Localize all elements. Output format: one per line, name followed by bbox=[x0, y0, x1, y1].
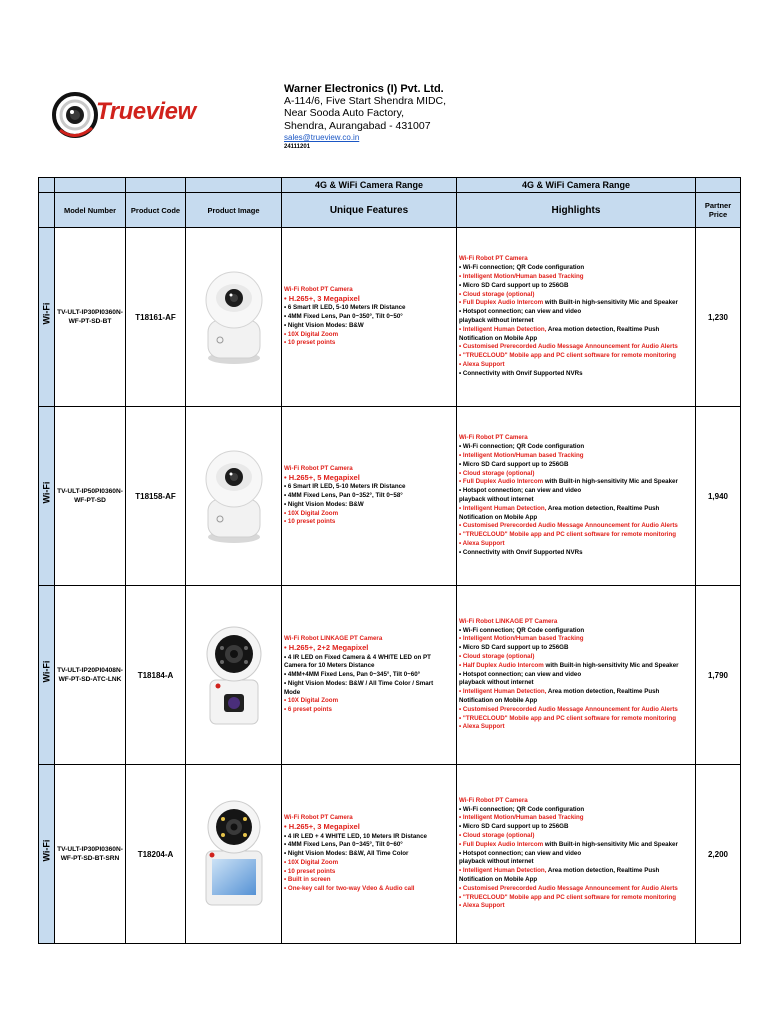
feature-line bbox=[459, 505, 693, 514]
category-label: Wi-Fi bbox=[41, 481, 52, 504]
feature-text: Notification on Mobile App bbox=[459, 875, 538, 883]
feature-line bbox=[459, 255, 693, 264]
feature-line bbox=[284, 823, 454, 833]
feature-text: • Wi-Fi connection; QR Code configuration bbox=[459, 805, 585, 813]
feature-line bbox=[459, 841, 693, 850]
partner-price: 1,940 bbox=[696, 407, 741, 586]
address-line: Shendra, Aurangabad - 431007 bbox=[284, 119, 431, 132]
table-row bbox=[39, 228, 741, 407]
feature-line bbox=[284, 841, 454, 850]
category-cell bbox=[39, 586, 55, 765]
feature-text: • Micro SD Card support up to 256GB bbox=[459, 281, 569, 289]
feature-text: • Cloud storage (optional) bbox=[459, 469, 535, 477]
feature-text: • 6 Smart IR LED, 5-10 Meters IR Distance bbox=[284, 304, 406, 312]
col-model-header: Model Number bbox=[55, 193, 126, 228]
feature-text-rest: with Built-in high-sensitivity Mic and Speaker bbox=[543, 840, 678, 848]
feature-line bbox=[284, 868, 454, 877]
feature-text: • Night Vision Modes: B&W bbox=[284, 500, 364, 508]
feature-text: • Connectivity with Onvif Supported NVRs bbox=[459, 548, 583, 556]
feature-text: • "TRUECLOUD" Mobile app and PC client software for remote monitoring bbox=[459, 893, 677, 901]
feature-line bbox=[284, 833, 454, 842]
feature-text: • H.265+, 3 Megapixel bbox=[284, 822, 360, 831]
feature-text: • H.265+, 5 Megapixel bbox=[284, 473, 360, 482]
feature-line bbox=[284, 465, 454, 474]
feature-text: • Customised Prerecorded Audio Message Announcement for Audio Alerts bbox=[459, 705, 678, 713]
email-link[interactable]: sales@trueview.co.in bbox=[284, 132, 360, 142]
feature-text: • Connectivity with Onvif Supported NVRs bbox=[459, 369, 583, 377]
col-features-header: Unique Features bbox=[282, 193, 457, 228]
feature-text: • Intelligent Motion/Human based Tracking bbox=[459, 635, 584, 643]
feature-text: • Alexa Support bbox=[459, 723, 505, 731]
feature-line bbox=[459, 902, 693, 911]
feature-line bbox=[284, 492, 454, 501]
feature-text: • Night Vision Modes: B&W, All Time Color bbox=[284, 850, 409, 858]
feature-line bbox=[284, 313, 454, 322]
feature-line bbox=[284, 671, 454, 680]
product-image-cell bbox=[186, 407, 282, 586]
feature-text: • 10X Digital Zoom bbox=[284, 509, 339, 517]
column-header-row bbox=[39, 193, 741, 228]
feature-text: • Alexa Support bbox=[459, 539, 505, 547]
col-code-header: Product Code bbox=[126, 193, 186, 228]
feature-text: • 4 IR LED + 4 WHITE LED, 10 Meters IR Distance bbox=[284, 832, 427, 840]
feature-line bbox=[459, 867, 693, 876]
feature-text: • 10X Digital Zoom bbox=[284, 697, 339, 705]
range-header-right: 4G & WiFi Camera Range bbox=[457, 178, 696, 193]
feature-line bbox=[459, 723, 693, 732]
feature-line bbox=[459, 470, 693, 479]
feature-text-rest: Area motion detection, Realtime Push bbox=[546, 688, 660, 696]
feature-text: • Hotspot connection; can view and video bbox=[459, 487, 582, 495]
feature-line bbox=[459, 858, 693, 867]
feature-line bbox=[459, 443, 693, 452]
header-range-row bbox=[39, 178, 741, 193]
feature-line bbox=[459, 352, 693, 361]
feature-line bbox=[459, 434, 693, 443]
feature-text: • H.265+, 3 Megapixel bbox=[284, 294, 360, 303]
feature-text: • "TRUECLOUD" Mobile app and PC client software for remote monitoring bbox=[459, 714, 677, 722]
highlights bbox=[457, 228, 696, 407]
feature-text: • 10X Digital Zoom bbox=[284, 330, 339, 338]
feature-text: Wi-Fi Robot PT Camera bbox=[459, 255, 528, 263]
feature-line bbox=[284, 483, 454, 492]
feature-text: • Built in screen bbox=[284, 876, 331, 884]
feature-text: Wi-Fi Robot PT Camera bbox=[459, 796, 528, 804]
ptz-camera-icon bbox=[198, 618, 270, 728]
unique-features bbox=[282, 407, 457, 586]
feature-text: • Micro SD Card support up to 256GB bbox=[459, 644, 569, 652]
feature-line bbox=[284, 518, 454, 527]
feature-line bbox=[459, 343, 693, 352]
feature-text: • Micro SD Card support up to 256GB bbox=[459, 823, 569, 831]
product-rows bbox=[39, 228, 741, 944]
feature-text: • Intelligent Motion/Human based Tracking bbox=[459, 814, 584, 822]
feature-text: playback without internet bbox=[459, 679, 534, 687]
feature-line bbox=[284, 474, 454, 484]
feature-line bbox=[284, 635, 454, 644]
product-code: T18161-AF bbox=[126, 228, 186, 407]
address-line: Near Sooda Auto Factory, bbox=[284, 107, 405, 120]
feature-text: • Intelligent Motion/Human based Tracking bbox=[459, 452, 584, 460]
feature-line bbox=[459, 522, 693, 531]
range-header-left: 4G & WiFi Camera Range bbox=[282, 178, 457, 193]
feature-text: • H.265+, 2+2 Megapixel bbox=[284, 643, 369, 652]
feature-text: • One-key call for two-way Vdeo & Audio call bbox=[284, 885, 415, 893]
feature-text: • Intelligent Human Detection, bbox=[459, 867, 547, 875]
feature-line bbox=[284, 697, 454, 706]
feature-line bbox=[459, 361, 693, 370]
feature-line bbox=[459, 264, 693, 273]
feature-text: • Intelligent Human Detection, bbox=[459, 504, 547, 512]
feature-line bbox=[284, 680, 454, 689]
feature-text: • Hotspot connection; can view and video bbox=[459, 670, 582, 678]
table-row bbox=[39, 586, 741, 765]
feature-line bbox=[459, 514, 693, 523]
feature-line bbox=[459, 706, 693, 715]
feature-line bbox=[284, 339, 454, 348]
product-image-cell bbox=[186, 765, 282, 944]
feature-text: Camera for 10 Meters Distance bbox=[284, 662, 375, 670]
feature-text: Notification on Mobile App bbox=[459, 513, 538, 521]
category-label: Wi-Fi bbox=[41, 839, 52, 862]
feature-text: • 10 preset points bbox=[284, 339, 336, 347]
feature-line bbox=[459, 291, 693, 300]
feature-line bbox=[284, 510, 454, 519]
feature-line bbox=[284, 814, 454, 823]
company-details bbox=[284, 83, 446, 152]
feature-line bbox=[459, 688, 693, 697]
feature-text: • Customised Prerecorded Audio Message Announcement for Audio Alerts bbox=[459, 884, 678, 892]
feature-text: Mode bbox=[284, 688, 301, 696]
address-line: A-114/6, Five Start Shendra MIDC, bbox=[284, 95, 447, 108]
product-code: T18184-A bbox=[126, 586, 186, 765]
unique-features bbox=[282, 228, 457, 407]
feature-text: • Intelligent Human Detection, bbox=[459, 325, 547, 333]
feature-line bbox=[459, 850, 693, 859]
feature-line bbox=[459, 894, 693, 903]
feature-text: playback without internet bbox=[459, 858, 534, 866]
feature-line bbox=[284, 295, 454, 305]
feature-line bbox=[284, 644, 454, 654]
feature-text: • Intelligent Motion/Human based Tracking bbox=[459, 273, 584, 281]
feature-text: Wi-Fi Robot LINKAGE PT Camera bbox=[459, 617, 558, 625]
feature-text: • 10 preset points bbox=[284, 518, 336, 526]
feature-line bbox=[459, 299, 693, 308]
highlights bbox=[457, 765, 696, 944]
feature-line bbox=[459, 370, 693, 379]
feature-line bbox=[459, 885, 693, 894]
category-label: Wi-Fi bbox=[41, 302, 52, 325]
model-number: TV-ULT-IP30PI0360N-WF-PT-SD-BT bbox=[55, 228, 126, 407]
feature-line bbox=[284, 689, 454, 698]
feature-text: Wi-Fi Robot PT Camera bbox=[284, 464, 353, 472]
feature-text: • 4MM Fixed Lens, Pan 0~352°, Tilt 0~58° bbox=[284, 492, 403, 500]
feature-line bbox=[459, 806, 693, 815]
product-image-cell bbox=[186, 228, 282, 407]
highlights bbox=[457, 586, 696, 765]
feature-text: • Customised Prerecorded Audio Message Announcement for Audio Alerts bbox=[459, 343, 678, 351]
feature-text-rest: Area motion detection, Realtime Push bbox=[546, 867, 660, 875]
feature-line bbox=[459, 715, 693, 724]
ptz-camera-icon bbox=[198, 439, 270, 549]
partner-price: 2,200 bbox=[696, 765, 741, 944]
feature-text: • 6 Smart IR LED, 5-10 Meters IR Distance bbox=[284, 483, 406, 491]
ptz-camera-icon bbox=[198, 797, 270, 907]
feature-text-rest: with Built-in high-sensitivity Mic and Speaker bbox=[543, 661, 679, 669]
col-price-header: Partner Price bbox=[696, 193, 741, 228]
feature-line bbox=[459, 452, 693, 461]
category-cell bbox=[39, 765, 55, 944]
feature-text: • 4MM Fixed Lens, Pan 0~350°, Tilt 0~50° bbox=[284, 313, 403, 321]
feature-line bbox=[459, 644, 693, 653]
feature-line bbox=[459, 549, 693, 558]
feature-text: Notification on Mobile App bbox=[459, 334, 538, 342]
feature-text-rest: Area motion detection, Realtime Push bbox=[546, 325, 660, 333]
model-number: TV-ULT-IP30PI0360N-WF-PT-SD-BT-SRN bbox=[55, 765, 126, 944]
feature-line bbox=[459, 531, 693, 540]
feature-text: • Cloud storage (optional) bbox=[459, 653, 535, 660]
feature-line bbox=[284, 850, 454, 859]
feature-text: • 4MM Fixed Lens, Pan 0~345°, Tilt 0~60° bbox=[284, 841, 403, 849]
feature-text: • 4MM+4MM Fixed Lens, Pan 0~345°, Tilt 0~60° bbox=[284, 671, 421, 679]
feature-text: • Cloud storage (optional) bbox=[459, 832, 535, 839]
feature-line bbox=[284, 654, 454, 663]
feature-text: • Alexa Support bbox=[459, 360, 505, 368]
feature-line bbox=[459, 814, 693, 823]
product-image-cell bbox=[186, 586, 282, 765]
feature-text: • Intelligent Human Detection, bbox=[459, 688, 547, 696]
feature-line bbox=[459, 282, 693, 291]
feature-text: Wi-Fi Robot PT Camera bbox=[284, 285, 353, 293]
feature-text: • Night Vision Modes: B&W / All Time Color / Smart bbox=[284, 679, 434, 687]
feature-text: Notification on Mobile App bbox=[459, 696, 538, 704]
feature-text: playback without internet bbox=[459, 496, 534, 503]
feature-text: playback without internet bbox=[459, 317, 534, 324]
category-cell bbox=[39, 407, 55, 586]
feature-line bbox=[459, 496, 693, 505]
highlights bbox=[457, 407, 696, 586]
feature-line bbox=[284, 876, 454, 885]
feature-text-rest: Area motion detection, Realtime Push bbox=[546, 504, 660, 512]
feature-text-rest: with Built-in high-sensitivity Mic and Speaker bbox=[543, 299, 678, 307]
feature-text: • 10X Digital Zoom bbox=[284, 858, 339, 866]
feature-line bbox=[459, 461, 693, 470]
feature-line bbox=[459, 697, 693, 706]
model-number: TV-ULT-IP20PI0408N-WF-PT-SD-ATC-LNK bbox=[55, 586, 126, 765]
feature-text: • Customised Prerecorded Audio Message Announcement for Audio Alerts bbox=[459, 522, 678, 530]
partner-price: 1,230 bbox=[696, 228, 741, 407]
feature-line bbox=[459, 671, 693, 680]
category-label: Wi-Fi bbox=[41, 660, 52, 683]
feature-line bbox=[284, 286, 454, 295]
feature-line bbox=[459, 540, 693, 549]
feature-line bbox=[284, 331, 454, 340]
feature-text: • Full Duplex Audio Intercom bbox=[459, 478, 544, 486]
feature-line bbox=[459, 487, 693, 496]
feature-text: Wi-Fi Robot PT Camera bbox=[459, 434, 528, 442]
feature-line bbox=[459, 679, 693, 688]
feature-line bbox=[459, 823, 693, 832]
feature-text: • Hotspot connection; can view and video bbox=[459, 308, 582, 316]
product-code: T18204-A bbox=[126, 765, 186, 944]
feature-line bbox=[459, 635, 693, 644]
feature-line bbox=[459, 326, 693, 335]
feature-line bbox=[459, 273, 693, 282]
document-code: 24111201 bbox=[284, 143, 311, 150]
feature-line bbox=[284, 885, 454, 894]
feature-text: • Full Duplex Audio Intercom bbox=[459, 840, 544, 848]
feature-line bbox=[459, 627, 693, 636]
feature-text: • Alexa Support bbox=[459, 902, 505, 910]
feature-line bbox=[459, 876, 693, 885]
logo-text: Trueview bbox=[96, 98, 196, 125]
feature-text: • 6 preset points bbox=[284, 706, 332, 714]
feature-line bbox=[284, 304, 454, 313]
brand-logo bbox=[52, 88, 202, 144]
unique-features bbox=[282, 586, 457, 765]
feature-text: • Wi-Fi connection; QR Code configuration bbox=[459, 443, 585, 451]
feature-text: • Full Duplex Audio Intercom bbox=[459, 299, 544, 307]
feature-line bbox=[284, 501, 454, 510]
feature-line bbox=[459, 335, 693, 344]
company-name: Warner Electronics (I) Pvt. Ltd. bbox=[284, 83, 444, 95]
partner-price: 1,790 bbox=[696, 586, 741, 765]
feature-line bbox=[284, 706, 454, 715]
table-row bbox=[39, 407, 741, 586]
feature-text: • Hotspot connection; can view and video bbox=[459, 849, 582, 857]
feature-line bbox=[459, 478, 693, 487]
product-code: T18158-AF bbox=[126, 407, 186, 586]
feature-text: • "TRUECLOUD" Mobile app and PC client software for remote monitoring bbox=[459, 531, 677, 539]
feature-text: Wi-Fi Robot PT Camera bbox=[284, 813, 353, 821]
price-list-table bbox=[38, 177, 741, 944]
col-highlights-header: Highlights bbox=[457, 193, 696, 228]
feature-text: • Wi-Fi connection; QR Code configuration bbox=[459, 626, 585, 634]
feature-text: • 10 preset points bbox=[284, 867, 336, 875]
feature-text: Wi-Fi Robot LINKAGE PT Camera bbox=[284, 634, 383, 642]
ptz-camera-icon bbox=[198, 260, 270, 370]
feature-text: • Half Duplex Audio Intercom bbox=[459, 661, 544, 669]
feature-text: • 4 IR LED on Fixed Camera & 4 WHITE LED on PT bbox=[284, 653, 431, 661]
feature-line bbox=[459, 662, 693, 671]
feature-line bbox=[459, 317, 693, 326]
feature-line bbox=[459, 832, 693, 841]
feature-text: • Cloud storage (optional) bbox=[459, 290, 535, 298]
model-number: TV-ULT-IP50PI0360N-WF-PT-SD bbox=[55, 407, 126, 586]
feature-line bbox=[284, 322, 454, 331]
feature-line bbox=[284, 662, 454, 671]
feature-text-rest: with Built-in high-sensitivity Mic and Speaker bbox=[543, 478, 678, 486]
category-cell bbox=[39, 228, 55, 407]
feature-line bbox=[459, 797, 693, 806]
col-image-header: Product Image bbox=[186, 193, 282, 228]
unique-features bbox=[282, 765, 457, 944]
feature-line bbox=[459, 653, 693, 662]
feature-text: • "TRUECLOUD" Mobile app and PC client software for remote monitoring bbox=[459, 352, 677, 360]
feature-line bbox=[459, 618, 693, 627]
feature-text: • Wi-Fi connection; QR Code configuration bbox=[459, 264, 585, 272]
feature-text: • Night Vision Modes: B&W bbox=[284, 321, 364, 329]
feature-text: • Micro SD Card support up to 256GB bbox=[459, 460, 569, 468]
feature-line bbox=[284, 859, 454, 868]
table-row bbox=[39, 765, 741, 944]
camera-lens-logo-icon bbox=[52, 90, 98, 140]
feature-line bbox=[459, 308, 693, 317]
